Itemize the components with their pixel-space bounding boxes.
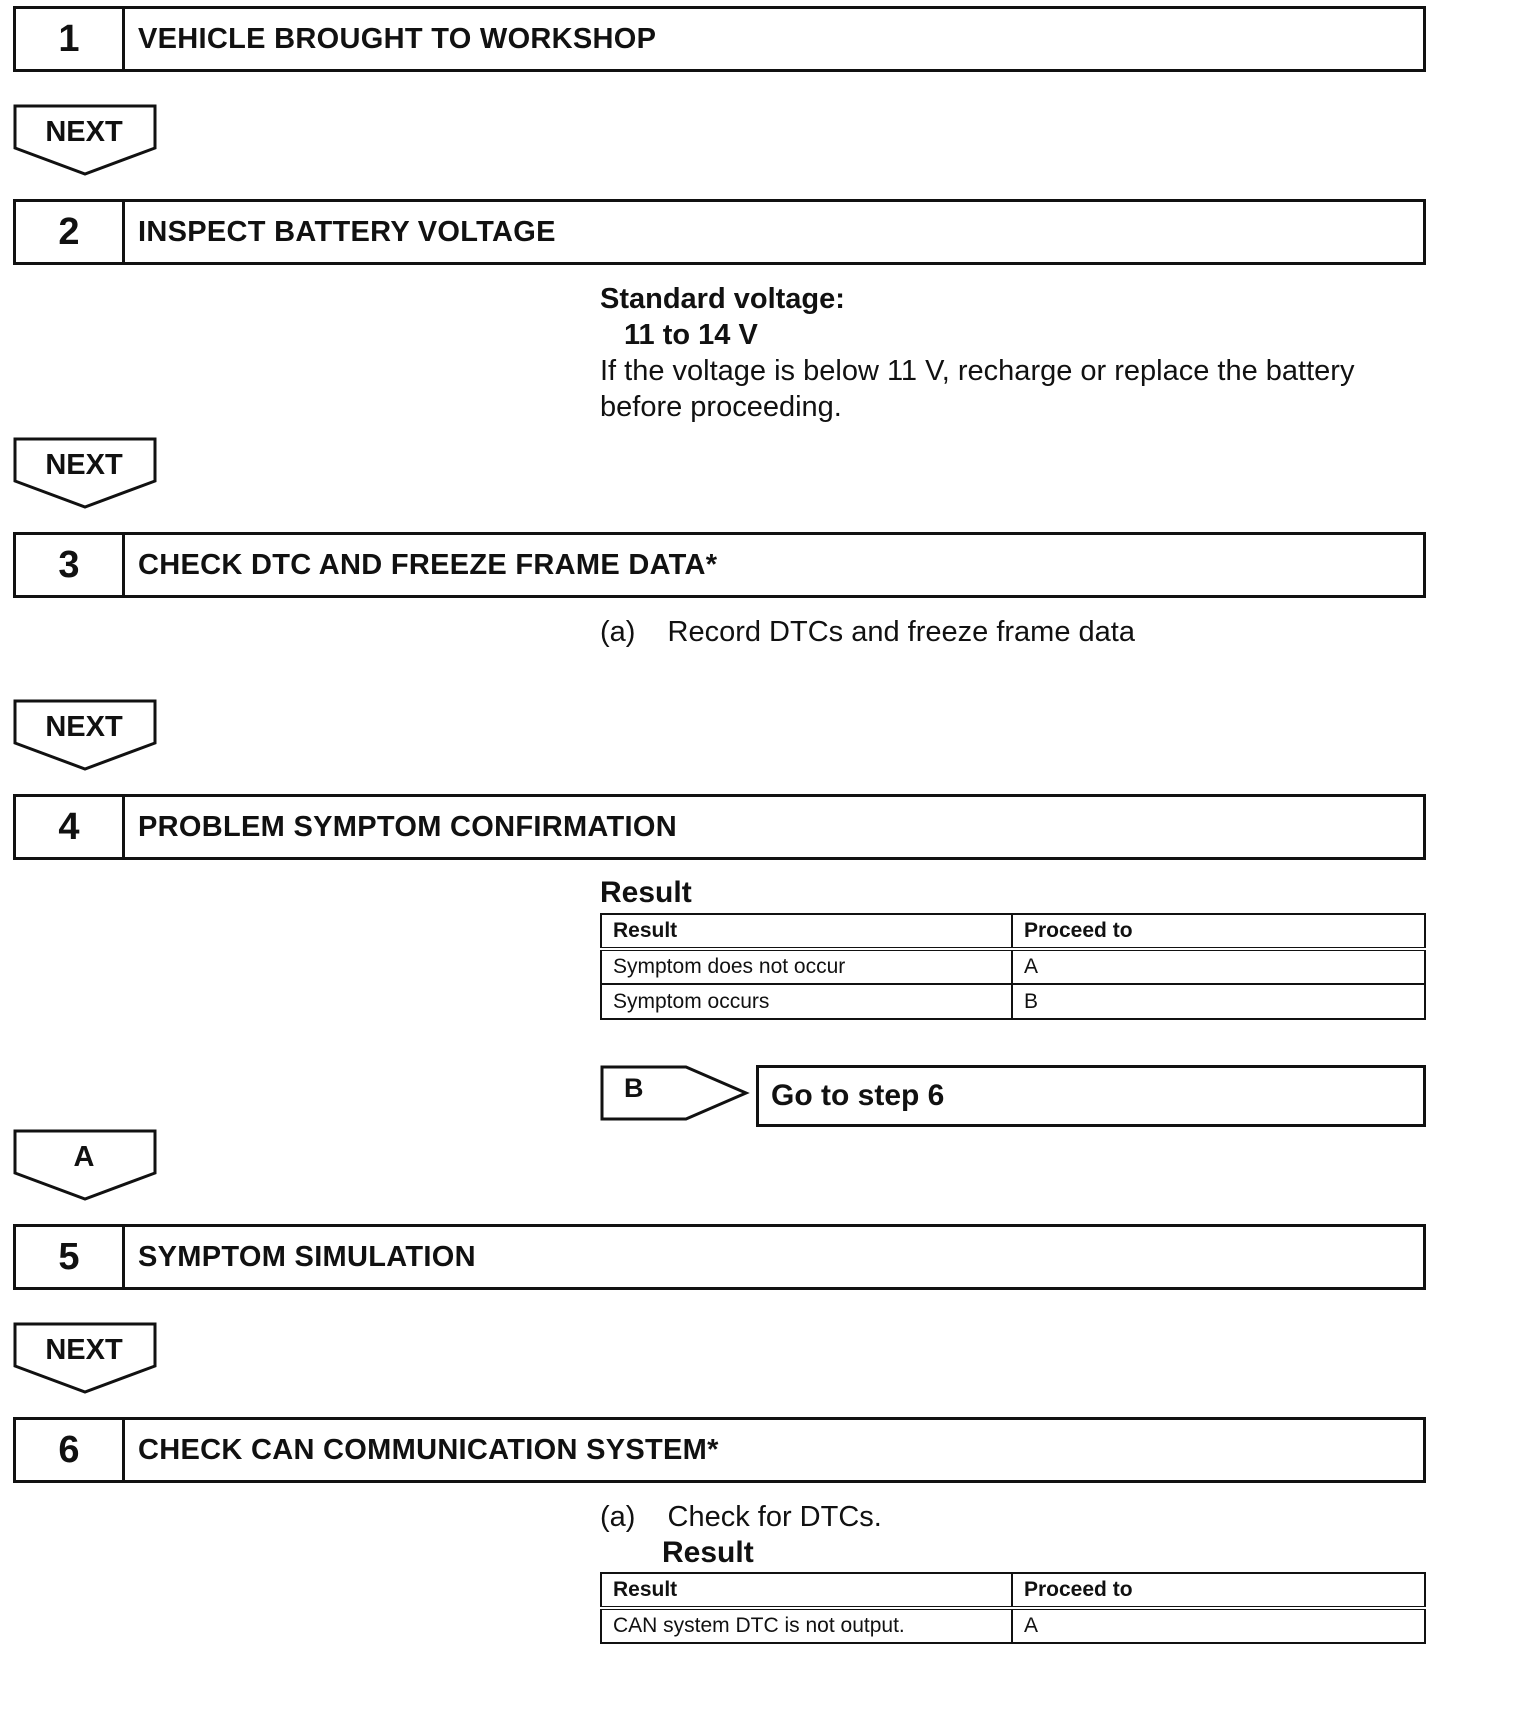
table-cell: CAN system DTC is not output.: [601, 1608, 1012, 1643]
step-number: 3: [16, 535, 125, 595]
step-4-header: [13, 794, 1426, 860]
step-5-header: [13, 1224, 1426, 1290]
item-text: Check for DTCs.: [667, 1501, 882, 1533]
step-title: VEHICLE BROUGHT TO WORKSHOP: [138, 22, 657, 55]
table-cell: B: [1012, 984, 1425, 1019]
step-2-content: [600, 281, 1354, 425]
step-title: CHECK DTC AND FREEZE FRAME DATA*: [138, 548, 718, 581]
table-header-row: [601, 1573, 1425, 1608]
step-title: SYMPTOM SIMULATION: [138, 1240, 476, 1273]
step-number: 2: [16, 202, 125, 262]
step-title: CHECK CAN COMMUNICATION SYSTEM*: [138, 1433, 719, 1466]
item-text: Record DTCs and freeze frame data: [667, 616, 1135, 648]
next-arrow-3: [13, 699, 157, 771]
header-result: Result: [601, 1573, 1012, 1608]
next-label: NEXT: [45, 116, 123, 148]
table-cell: A: [1012, 1608, 1425, 1643]
next-label: NEXT: [45, 1334, 123, 1366]
step-number: 1: [16, 9, 125, 69]
step-title: PROBLEM SYMPTOM CONFIRMATION: [138, 810, 677, 843]
step-number: 5: [16, 1227, 125, 1287]
next-arrow-4: [13, 1322, 157, 1394]
step-6-header: [13, 1417, 1426, 1483]
next-arrow-2: [13, 437, 157, 509]
table-row: [601, 984, 1425, 1019]
step-number: 4: [16, 797, 125, 857]
spec-label: Standard voltage:: [600, 283, 845, 315]
right-arrow-icon: [600, 1065, 752, 1123]
spec-value: 11 to 14 V: [624, 319, 758, 351]
step-6-content: [600, 1499, 882, 1571]
table-cell: Symptom does not occur: [601, 949, 1012, 984]
result-title: Result: [662, 1536, 754, 1569]
table-row: [601, 1608, 1425, 1643]
step-2-header: [13, 199, 1426, 265]
table-header-row: [601, 914, 1425, 949]
result-table: [600, 1572, 1426, 1644]
next-label: NEXT: [45, 711, 123, 743]
header-proceed-to: Proceed to: [1012, 1573, 1425, 1608]
goto-step-box: Go to step 6: [756, 1065, 1426, 1127]
step-title: INSPECT BATTERY VOLTAGE: [138, 215, 556, 248]
branch-a-arrow: [13, 1129, 157, 1201]
table-cell: Symptom occurs: [601, 984, 1012, 1019]
result-table: [600, 913, 1426, 1020]
item-marker: (a): [600, 616, 636, 648]
header-result: Result: [601, 914, 1012, 949]
note-line-1: If the voltage is below 11 V, recharge or replace the battery: [600, 355, 1355, 387]
header-proceed-to: Proceed to: [1012, 914, 1425, 949]
item-marker: (a): [600, 1501, 636, 1533]
step-number: 6: [16, 1420, 125, 1480]
next-arrow-1: [13, 104, 157, 176]
table-cell: A: [1012, 949, 1425, 984]
note-line-2: before proceeding.: [600, 391, 842, 423]
next-label: NEXT: [45, 449, 123, 481]
step-1-header: [13, 6, 1426, 72]
branch-label: B: [624, 1073, 644, 1103]
branch-b-arrow: [600, 1065, 752, 1121]
result-title: Result: [600, 876, 692, 909]
table-row: [601, 949, 1425, 984]
branch-a-label: A: [73, 1141, 95, 1173]
step-3-content: [600, 614, 1135, 650]
step-3-header: [13, 532, 1426, 598]
